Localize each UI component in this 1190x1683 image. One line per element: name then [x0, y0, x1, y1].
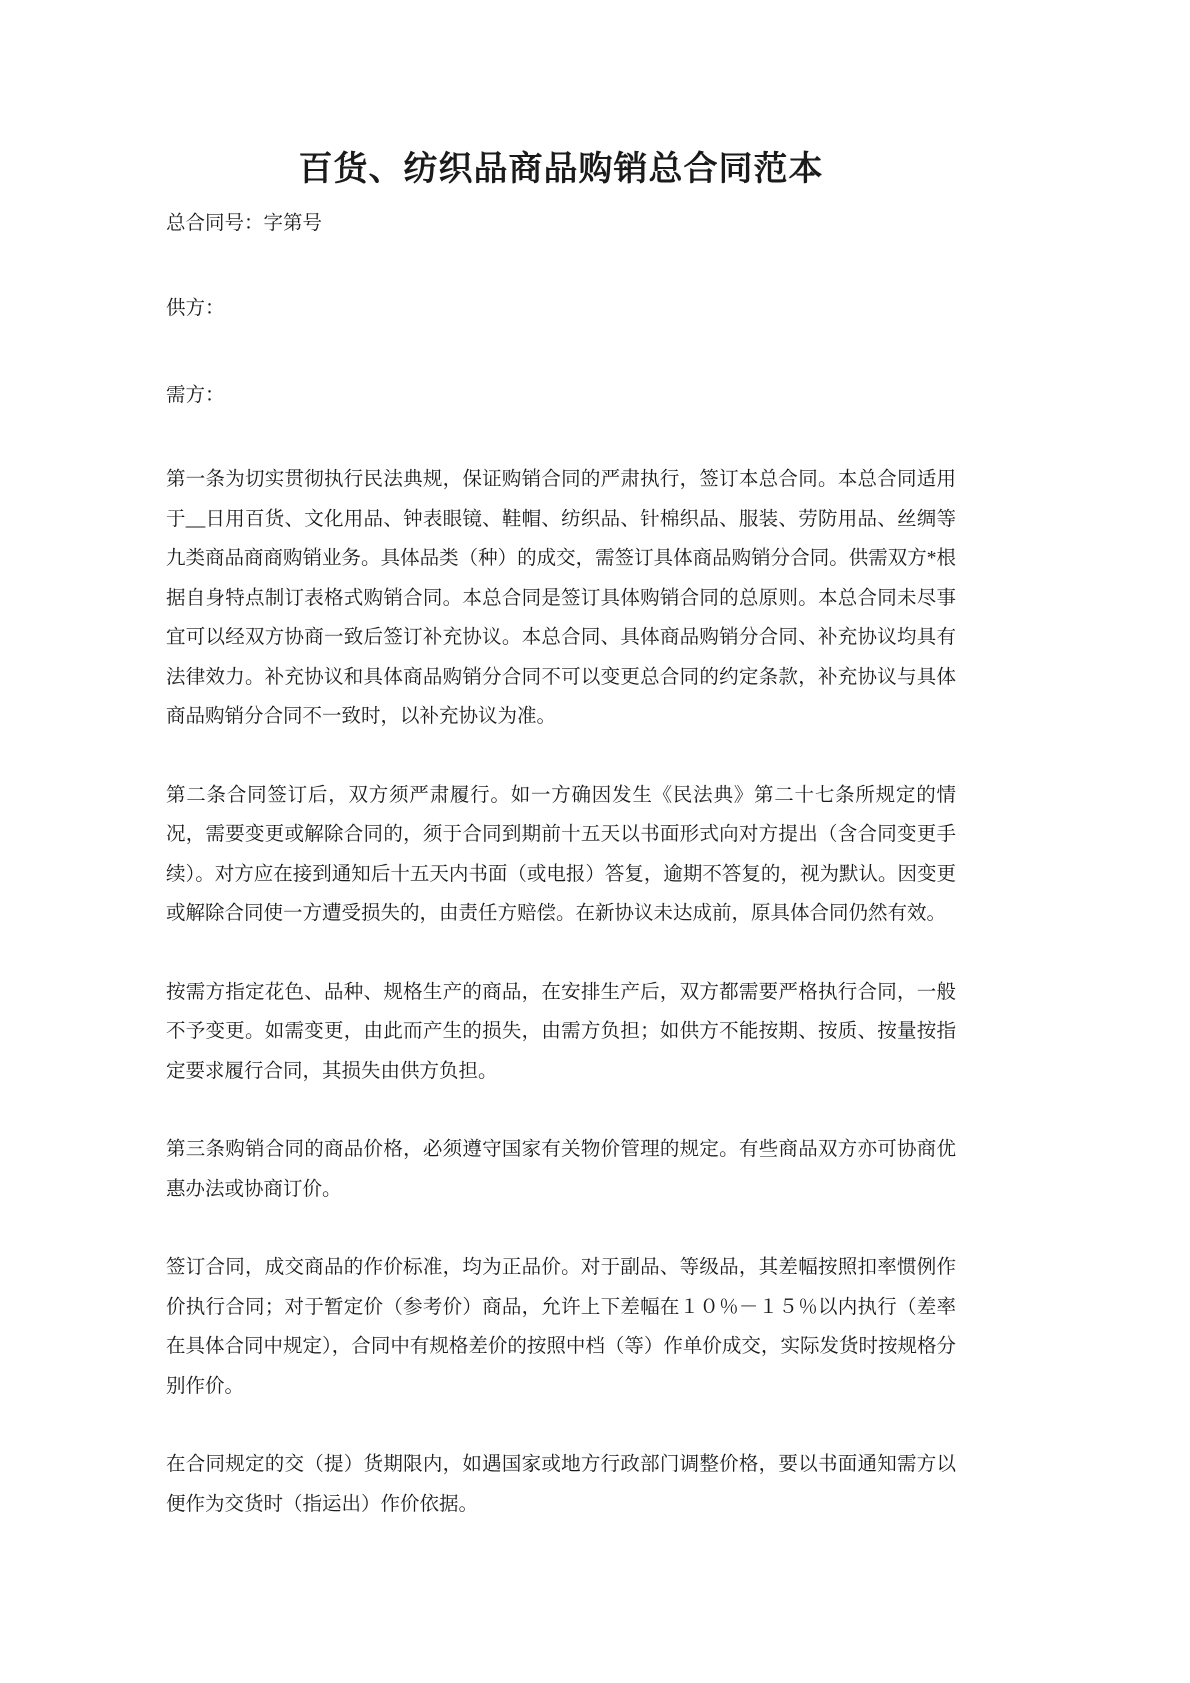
- paragraph-production-specs: 按需方指定花色、品种、规格生产的商品，在安排生产后，双方都需要严格执行合同，一般不予变更。如需变更，由此而产生的损失，由需方负担；如供方不能按期、按质、按量按指定要求履行合同，其损失由供方负担。: [166, 981, 956, 1082]
- paragraph-price-adjustment: 在合同规定的交（提）货期限内，如遇国家或地方行政部门调整价格，要以书面通知需方以便作为交货时（指运出）作价依据。: [166, 1454, 956, 1515]
- paragraph-article-1: 第一条为切实贯彻执行民法典规，保证购销合同的严肃执行，签订本总合同。本总合同适用于__日用百货、文化用品、钟表眼镜、鞋帽、纺织品、针棉织品、服装、劳防用品、丝绸等九类商品商商购销业务。具体品类（种）的成交，需签订具体商品购销分合同。供需双方*根据自身特点制订表格式购销合同。本总合同是签订具体购销合同的总原则。本总合同未尽事宜可以经双方协商一致后签订补充协议。本总合同、具体商品购销分合同、补充协议均具有法律效力。补充协议和具体商品购销分合同不可以变更总合同的约定条款，补充协议与具体商品购销分合同不一致时，以补充协议为准。: [166, 469, 956, 727]
- page-title: 百货、纺织品商品购销总合同范本: [298, 151, 824, 188]
- paragraph-article-2: 第二条合同签订后，双方须严肃履行。如一方确因发生《民法典》第二十七条所规定的情况，需要变更或解除合同的，须于合同到期前十五天以书面形式向对方提出（含合同变更手续）。对方应在接到通知后十五天内书面（或电报）答复，逾期不答复的，视为默认。因变更或解除合同使一方遭受损失的，由责任方赔偿。在新协议未达成前，原具体合同仍然有效。: [166, 784, 956, 924]
- paragraph-pricing-standard: 签订合同，成交商品的作价标准，均为正品价。对于副品、等级品，其差幅按照扣率惯例作价执行合同；对于暂定价（参考价）商品，允许上下差幅在１０％－１５％以内执行（差率在具体合同中规定），合同中有规格差价的按照中档（等）作单价成交，实际发货时按规格分别作价。: [166, 1257, 956, 1397]
- buyer-label: 需方：: [166, 385, 225, 406]
- document-body: [166, 460, 956, 1524]
- supplier-label: 供方：: [166, 298, 225, 319]
- paragraph-article-3: 第三条购销合同的商品价格，必须遵守国家有关物价管理的规定。有些商品双方亦可协商优惠办法或协商订价。: [166, 1139, 956, 1200]
- contract-number: 总合同号：字第号: [166, 213, 323, 234]
